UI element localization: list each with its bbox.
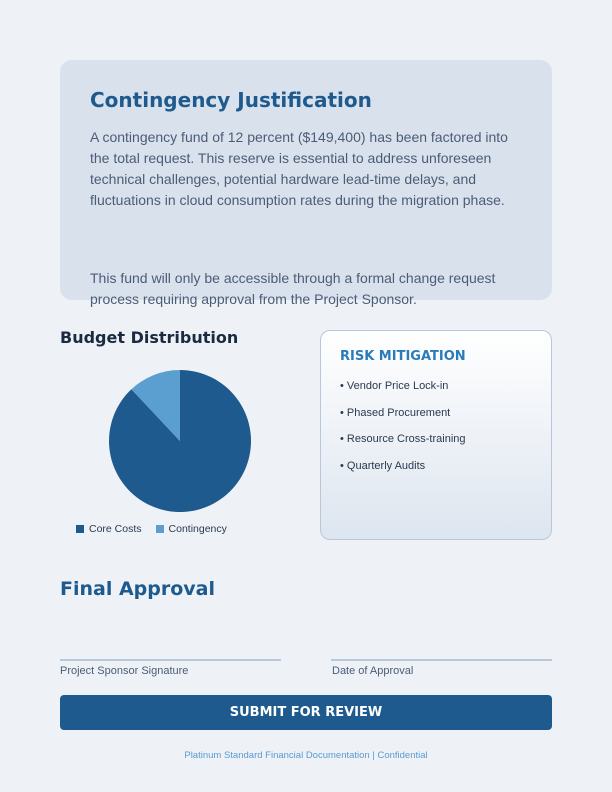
legend-swatch — [156, 525, 164, 533]
legend-label: Core Costs — [89, 523, 142, 535]
submit-for-review-button[interactable]: SUBMIT FOR REVIEW — [60, 695, 552, 730]
risk-item: • Resource Cross-training — [340, 433, 466, 445]
budget-pie-chart — [108, 369, 252, 513]
legend-item — [156, 523, 227, 535]
signature-line[interactable] — [60, 659, 281, 661]
justification-note: This fund will only be accessible through a formal change request process requiring approval from the Project Sponsor. — [90, 270, 496, 307]
risk-list — [340, 378, 466, 484]
legend-item — [76, 523, 142, 535]
legend-label: Contingency — [168, 523, 227, 535]
date-line[interactable] — [331, 659, 552, 661]
date-label: Date of Approval — [332, 665, 414, 677]
signature-label: Project Sponsor Signature — [60, 665, 189, 677]
justification-paragraph: A contingency fund of 12 percent ($149,400) has been factored into the total request. This reserve is essential to address unforeseen technical challenges, potential hardware lead-time delays, and fluctuations in cloud consumption rates during the migration phase. — [90, 129, 508, 208]
risk-title: RISK MITIGATION — [340, 349, 466, 364]
risk-item: • Quarterly Audits — [340, 459, 426, 472]
budget-title: Budget Distribution — [60, 328, 239, 347]
legend-swatch — [76, 525, 84, 533]
footer-text: Platinum Standard Financial Documentation | Confidential — [184, 750, 428, 761]
risk-item: • Vendor Price Lock-in — [340, 380, 449, 392]
risk-item: • Phased Procurement — [340, 406, 451, 419]
approval-title: Final Approval — [60, 578, 216, 600]
pie-legend — [76, 523, 227, 535]
justification-title: Contingency Justification — [90, 88, 372, 112]
